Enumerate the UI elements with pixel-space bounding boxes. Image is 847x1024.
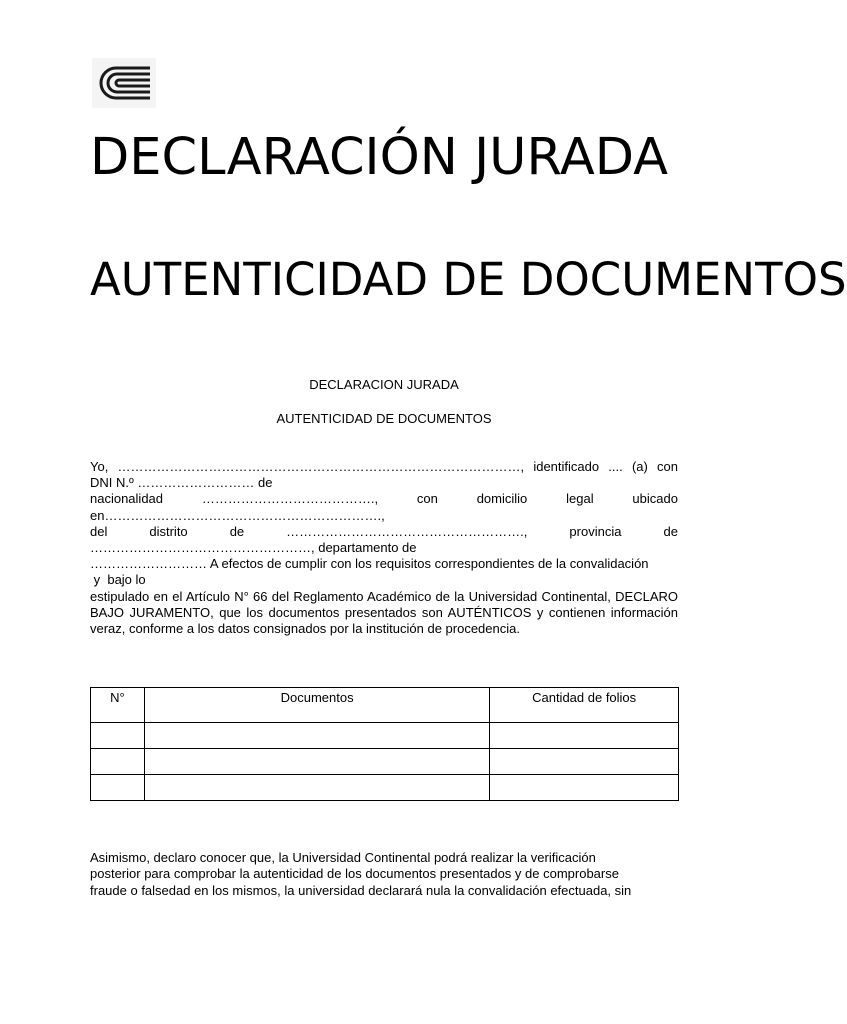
declaration-row-5 xyxy=(90,524,678,540)
text-segment: nacionalidad xyxy=(90,491,164,507)
header-number: N° xyxy=(91,688,145,723)
text-segment: provincia xyxy=(569,523,622,539)
text-segment: con xyxy=(657,459,678,474)
closing-line-2: posterior para comprobar la autenticidad de los documentos presentados y de comprobarse xyxy=(90,866,619,882)
document-title: DECLARACIÓN JURADA xyxy=(90,128,668,187)
table-cell xyxy=(144,775,489,801)
text-segment: legal xyxy=(566,491,594,507)
text-segment: identificado xyxy=(533,459,600,474)
table-cell xyxy=(490,723,679,749)
table-cell xyxy=(91,723,145,749)
heading-declaracion-jurada: DECLARACION JURADA xyxy=(309,377,459,392)
table-cell xyxy=(144,749,489,775)
declaration-row-2: DNI N.º ……………………… de xyxy=(90,475,273,491)
blank-name-field: …………………………………………………………………………………, xyxy=(117,459,525,474)
university-logo-icon xyxy=(92,58,156,108)
header-documents: Documentos xyxy=(144,688,489,723)
closing-paragraph xyxy=(90,850,680,899)
text-segment: .... xyxy=(608,459,623,474)
closing-line-3: fraude o falsedad en los mismos, la universidad declarará nula la convalidación efectuada, sin xyxy=(90,882,632,898)
document-subtitle: AUTENTICIDAD DE DOCUMENTOS xyxy=(90,253,847,306)
declaration-row-4: en………………………………………………………., xyxy=(90,507,385,523)
text-segment: con xyxy=(416,491,438,507)
closing-line-1: Asimismo, declaro conocer que, la Universidad Continental podrá realizar la verificación xyxy=(90,850,596,865)
declaration-row-7: ……………………… A efectos de cumplir con los requisitos correspondientes de la convalidación xyxy=(90,556,649,572)
text-segment: (a) xyxy=(631,459,648,474)
declaration-row-8: y bajo lo xyxy=(90,572,146,588)
text-segment: Yo, xyxy=(90,459,109,474)
heading-autenticidad: AUTENTICIDAD DE DOCUMENTOS xyxy=(276,411,492,426)
table-cell xyxy=(91,749,145,775)
table-header-row xyxy=(91,688,679,723)
declaration-row-1 xyxy=(90,459,678,475)
text-segment: distrito xyxy=(149,523,188,539)
text-segment: ubicado xyxy=(632,491,678,507)
table-row xyxy=(91,749,679,775)
table-cell xyxy=(490,775,679,801)
declaration-row-3 xyxy=(90,491,678,507)
table-cell xyxy=(490,749,679,775)
table-cell xyxy=(144,723,489,749)
text-segment: del xyxy=(90,523,108,539)
blank-nationality-field: …………………………………., xyxy=(201,491,379,507)
declaration-row-6: ……………………………………………, departamento de xyxy=(90,540,417,556)
text-segment: de xyxy=(663,523,678,539)
table-cell xyxy=(91,775,145,801)
declaration-body xyxy=(90,459,678,637)
text-segment: de xyxy=(229,523,245,539)
declaration-paragraph: estipulado en el Artículo N° 66 del Reglamento Académico de la Universidad Continental, DECLARO BAJO JURAMENTO, que los documentos presentados son AUTÉNTICOS y contienen información veraz, conforme a los datos consignados por la institución de procedencia. xyxy=(90,588,678,637)
text-segment: domicilio xyxy=(476,491,528,507)
table-row xyxy=(91,723,679,749)
documents-table xyxy=(90,687,679,801)
header-folios: Cantidad de folios xyxy=(490,688,679,723)
blank-district-field: ………………………………………………., xyxy=(286,523,528,539)
table-row xyxy=(91,775,679,801)
